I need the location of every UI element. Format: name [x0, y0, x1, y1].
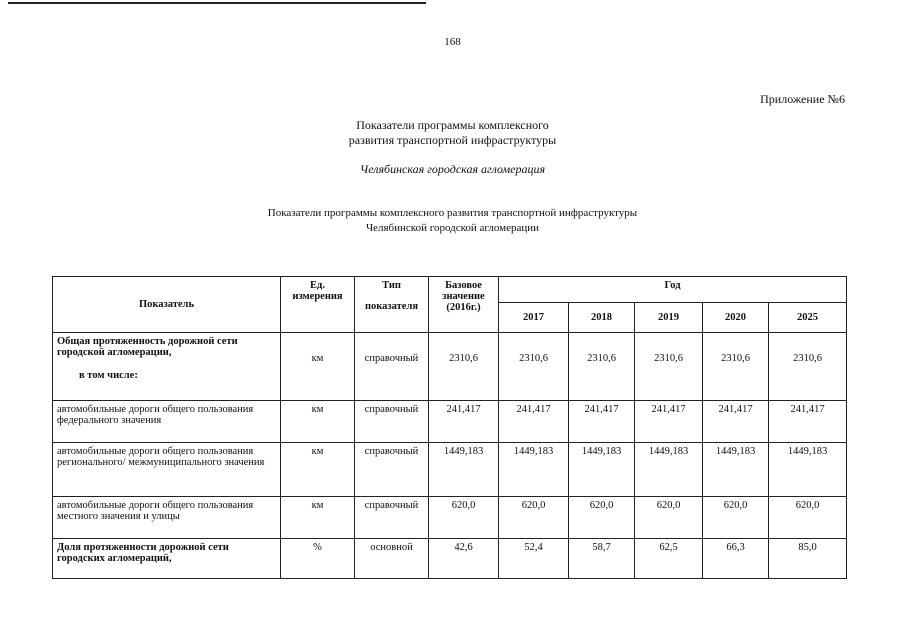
- row-value-2025: 85,0: [769, 539, 847, 579]
- row-type: основной: [355, 539, 429, 579]
- header-base-top: Базовое значение: [442, 280, 485, 302]
- agglomeration-subtitle: Челябинская городская агломерация: [359, 162, 546, 176]
- table-row: [53, 443, 847, 497]
- row-value-2020: 241,417: [703, 401, 769, 443]
- top-rule: [8, 2, 426, 4]
- header-year-2017: 2017: [499, 303, 569, 333]
- table-row: [53, 333, 847, 401]
- row-indicator: автомобильные дороги общего пользования регионального/ межмуниципального значения: [53, 443, 281, 497]
- row-value-2018: 58,7: [569, 539, 635, 579]
- row-value-2025: 241,417: [769, 401, 847, 443]
- row-value-2019: 241,417: [635, 401, 703, 443]
- header-year-2019: 2019: [635, 303, 703, 333]
- row-value-2025: 1449,183: [769, 443, 847, 497]
- page-number: 168: [444, 36, 461, 48]
- row-value-2019: 620,0: [635, 497, 703, 539]
- row-base: 620,0: [429, 497, 499, 539]
- row-value-2020: 1449,183: [703, 443, 769, 497]
- row-value-2019: 62,5: [635, 539, 703, 579]
- header-base-bottom: (2016г.): [446, 302, 481, 313]
- row-value-2025: 620,0: [769, 497, 847, 539]
- title-line-1: Показатели программы комплексного: [356, 118, 549, 132]
- row-unit: км: [281, 497, 355, 539]
- row-value-2020: 2310,6: [703, 333, 769, 401]
- table-row: [53, 401, 847, 443]
- table-title-line-2: Челябинской городской агломерации: [365, 222, 540, 234]
- row-indicator: автомобильные дороги общего пользования федерального значения: [53, 401, 281, 443]
- row-indicator: автомобильные дороги общего пользования местного значения и улицы: [53, 497, 281, 539]
- row-value-2018: 2310,6: [569, 333, 635, 401]
- header-year-2018: 2018: [569, 303, 635, 333]
- row-base: 2310,6: [429, 333, 499, 401]
- row-value-2017: 241,417: [499, 401, 569, 443]
- header-unit: Ед. измерения: [281, 277, 355, 333]
- header-base: [429, 277, 499, 333]
- table-row: [53, 539, 847, 579]
- row-base: 42,6: [429, 539, 499, 579]
- row-type: справочный: [355, 443, 429, 497]
- row-value-2020: 66,3: [703, 539, 769, 579]
- row-value-2017: 2310,6: [499, 333, 569, 401]
- header-year-2020: 2020: [703, 303, 769, 333]
- row-value-2018: 620,0: [569, 497, 635, 539]
- row-base: 241,417: [429, 401, 499, 443]
- appendix-label: Приложение №6: [760, 92, 845, 106]
- row-type: справочный: [355, 401, 429, 443]
- row-value-2017: 620,0: [499, 497, 569, 539]
- title-line-2: развития транспортной инфраструктуры: [348, 133, 557, 147]
- row-type: справочный: [355, 333, 429, 401]
- header-indicator: Показатель: [53, 277, 281, 333]
- row-indicator-extra: в том числе:: [79, 370, 138, 381]
- row-value-2019: 2310,6: [635, 333, 703, 401]
- row-unit: км: [281, 333, 355, 401]
- row-value-2018: 1449,183: [569, 443, 635, 497]
- header-year: Год: [499, 277, 847, 303]
- row-indicator-text: Общая протяженность дорожной сети городской агломерации,: [57, 336, 238, 358]
- row-value-2019: 1449,183: [635, 443, 703, 497]
- table-row: [53, 497, 847, 539]
- indicators-table: [52, 276, 847, 579]
- table-title: [0, 206, 905, 236]
- row-value-2017: 52,4: [499, 539, 569, 579]
- row-base: 1449,183: [429, 443, 499, 497]
- row-unit: км: [281, 401, 355, 443]
- row-value-2017: 1449,183: [499, 443, 569, 497]
- row-value-2020: 620,0: [703, 497, 769, 539]
- row-indicator: Доля протяженности дорожной сети городских агломераций,: [53, 539, 281, 579]
- row-unit: км: [281, 443, 355, 497]
- header-type-bottom: показателя: [364, 301, 419, 312]
- row-indicator: [53, 333, 281, 401]
- document-title: [0, 118, 905, 148]
- row-type: справочный: [355, 497, 429, 539]
- row-value-2018: 241,417: [569, 401, 635, 443]
- table-title-line-1: Показатели программы комплексного развития транспортной инфраструктуры: [267, 207, 638, 219]
- row-unit: %: [281, 539, 355, 579]
- header-year-2025: 2025: [769, 303, 847, 333]
- row-value-2025: 2310,6: [769, 333, 847, 401]
- header-type: [355, 277, 429, 333]
- header-type-top: Тип: [382, 280, 401, 291]
